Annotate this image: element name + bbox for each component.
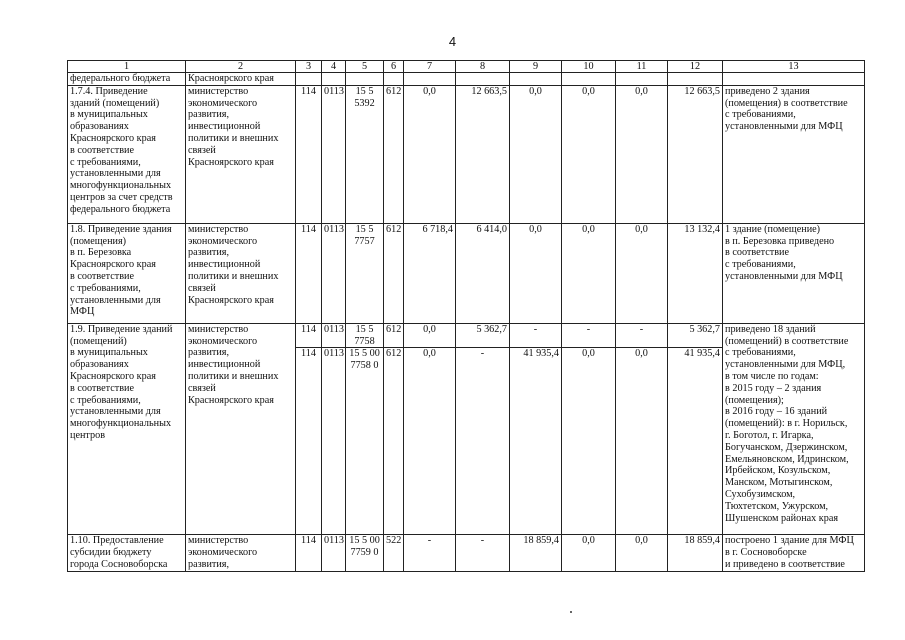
cell-value: - xyxy=(562,323,616,348)
cell-value: 5 362,7 xyxy=(456,323,510,348)
cell-csr: 15 5 7757 xyxy=(346,223,384,323)
col-header: 9 xyxy=(510,61,562,73)
cell-value: 12 663,5 xyxy=(456,85,510,223)
cell-value: - xyxy=(456,348,510,535)
col-header: 4 xyxy=(322,61,346,73)
cell-value: 0,0 xyxy=(404,85,456,223)
cell-value: 6 718,4 xyxy=(404,223,456,323)
cell-csr: 15 5 00 7758 0 xyxy=(346,348,384,535)
col-header: 2 xyxy=(186,61,296,73)
cell-value: 6 414,0 xyxy=(456,223,510,323)
budget-table xyxy=(67,60,865,572)
column-number-row xyxy=(68,61,865,73)
cell-value: 0,0 xyxy=(562,85,616,223)
col-header: 12 xyxy=(668,61,723,73)
col-header: 10 xyxy=(562,61,616,73)
cell-value: 0,0 xyxy=(404,323,456,348)
cell-value: - xyxy=(510,323,562,348)
cell-total: 12 663,5 xyxy=(668,85,723,223)
cell-value: - xyxy=(456,535,510,571)
col-header: 8 xyxy=(456,61,510,73)
col-header: 5 xyxy=(346,61,384,73)
cell-rzpr: 0113 xyxy=(322,223,346,323)
cell-total: 13 132,4 xyxy=(668,223,723,323)
cell-rzpr: 0113 xyxy=(322,535,346,571)
cell-grbs: 114 xyxy=(296,323,322,348)
col-header: 3 xyxy=(296,61,322,73)
row-1-9-executor: министерство экономического развития, инвестиционной политики и внешних связей Красноярского края xyxy=(186,323,296,535)
col-header: 11 xyxy=(616,61,668,73)
cell-value: - xyxy=(404,535,456,571)
cell-rzpr: 0113 xyxy=(322,323,346,348)
row-cont-c2: Красноярского края xyxy=(186,73,296,86)
cell-value: - xyxy=(616,323,668,348)
cell-value: 18 859,4 xyxy=(510,535,562,571)
row-1-7-4-name: 1.7.4. Приведение зданий (помещений) в муниципальных образованиях Красноярского края в соответствие с требованиями, установленными для многофункциональных центров за счет средств федерального бюджета xyxy=(68,85,186,223)
col-header: 13 xyxy=(723,61,865,73)
cell-value: 0,0 xyxy=(616,348,668,535)
cell-result: построено 1 здание для МФЦ в г. Сосновоборске и приведено в соответствие xyxy=(723,535,865,571)
row-1-7-4-executor: министерство экономического развития, инвестиционной политики и внешних связей Красноярского края xyxy=(186,85,296,223)
cell-grbs: 114 xyxy=(296,535,322,571)
table-row xyxy=(68,85,865,223)
row-1-8-name: 1.8. Приведение здания (помещения) в п. Березовка Красноярского края в соответствие с требованиями, установленными для МФЦ xyxy=(68,223,186,323)
cell-value: 0,0 xyxy=(404,348,456,535)
cell-result: приведено 18 зданий (помещений) в соответствие с требованиями, установленными для МФЦ, в том числе по годам: в 2015 году – 2 здания (помещения); в 2016 году – 16 зданий (помещений): в г. Норильск, г. Боготол, г. Игарка, Богучанском, Дзержинском, Емельяновском, Идринском, Ирбейском, Козульском, Манском, Мотыгинском, Сухобузимском, Тюхтетском, Ужурском, Шушенском районах края xyxy=(723,323,865,535)
scan-speck xyxy=(570,611,572,613)
cell-vr: 612 xyxy=(384,85,404,223)
cell-value: 0,0 xyxy=(562,223,616,323)
cell-csr: 15 5 7758 xyxy=(346,323,384,348)
cell-value: 41 935,4 xyxy=(510,348,562,535)
table-row xyxy=(68,323,865,348)
table-row xyxy=(68,73,865,86)
cell-value: 0,0 xyxy=(510,223,562,323)
col-header: 1 xyxy=(68,61,186,73)
cell-vr: 522 xyxy=(384,535,404,571)
cell-vr: 612 xyxy=(384,223,404,323)
col-header: 7 xyxy=(404,61,456,73)
cell-grbs: 114 xyxy=(296,348,322,535)
page-number: 4 xyxy=(448,34,457,49)
cell-value: 0,0 xyxy=(616,223,668,323)
col-header: 6 xyxy=(384,61,404,73)
row-1-10-name: 1.10. Предоставление субсидии бюджету города Сосновоборска xyxy=(68,535,186,571)
row-1-10-executor: министерство экономического развития, xyxy=(186,535,296,571)
cell-total: 18 859,4 xyxy=(668,535,723,571)
cell-result: приведено 2 здания (помещения) в соответствие с требованиями, установленными для МФЦ xyxy=(723,85,865,223)
cell-vr: 612 xyxy=(384,323,404,348)
cell-csr: 15 5 5392 xyxy=(346,85,384,223)
cell-grbs: 114 xyxy=(296,85,322,223)
cell-csr: 15 5 00 7759 0 xyxy=(346,535,384,571)
row-1-8-executor: министерство экономического развития, инвестиционной политики и внешних связей Красноярского края xyxy=(186,223,296,323)
table-row xyxy=(68,535,865,571)
row-1-9-name: 1.9. Приведение зданий (помещений) в муниципальных образованиях Красноярского края в соответствие с требованиями, установленными для многофункциональных центров xyxy=(68,323,186,535)
cell-grbs: 114 xyxy=(296,223,322,323)
cell-total: 41 935,4 xyxy=(668,348,723,535)
cell-value: 0,0 xyxy=(616,535,668,571)
cell-value: 0,0 xyxy=(562,348,616,535)
table-row xyxy=(68,223,865,323)
cell-value: 0,0 xyxy=(510,85,562,223)
cell-total: 5 362,7 xyxy=(668,323,723,348)
cell-rzpr: 0113 xyxy=(322,85,346,223)
cell-vr: 612 xyxy=(384,348,404,535)
cell-value: 0,0 xyxy=(616,85,668,223)
cell-rzpr: 0113 xyxy=(322,348,346,535)
cell-value: 0,0 xyxy=(562,535,616,571)
row-cont-c1: федерального бюджета xyxy=(68,73,186,86)
cell-result: 1 здание (помещение) в п. Березовка приведено в соответствие с требованиями, установленными для МФЦ xyxy=(723,223,865,323)
